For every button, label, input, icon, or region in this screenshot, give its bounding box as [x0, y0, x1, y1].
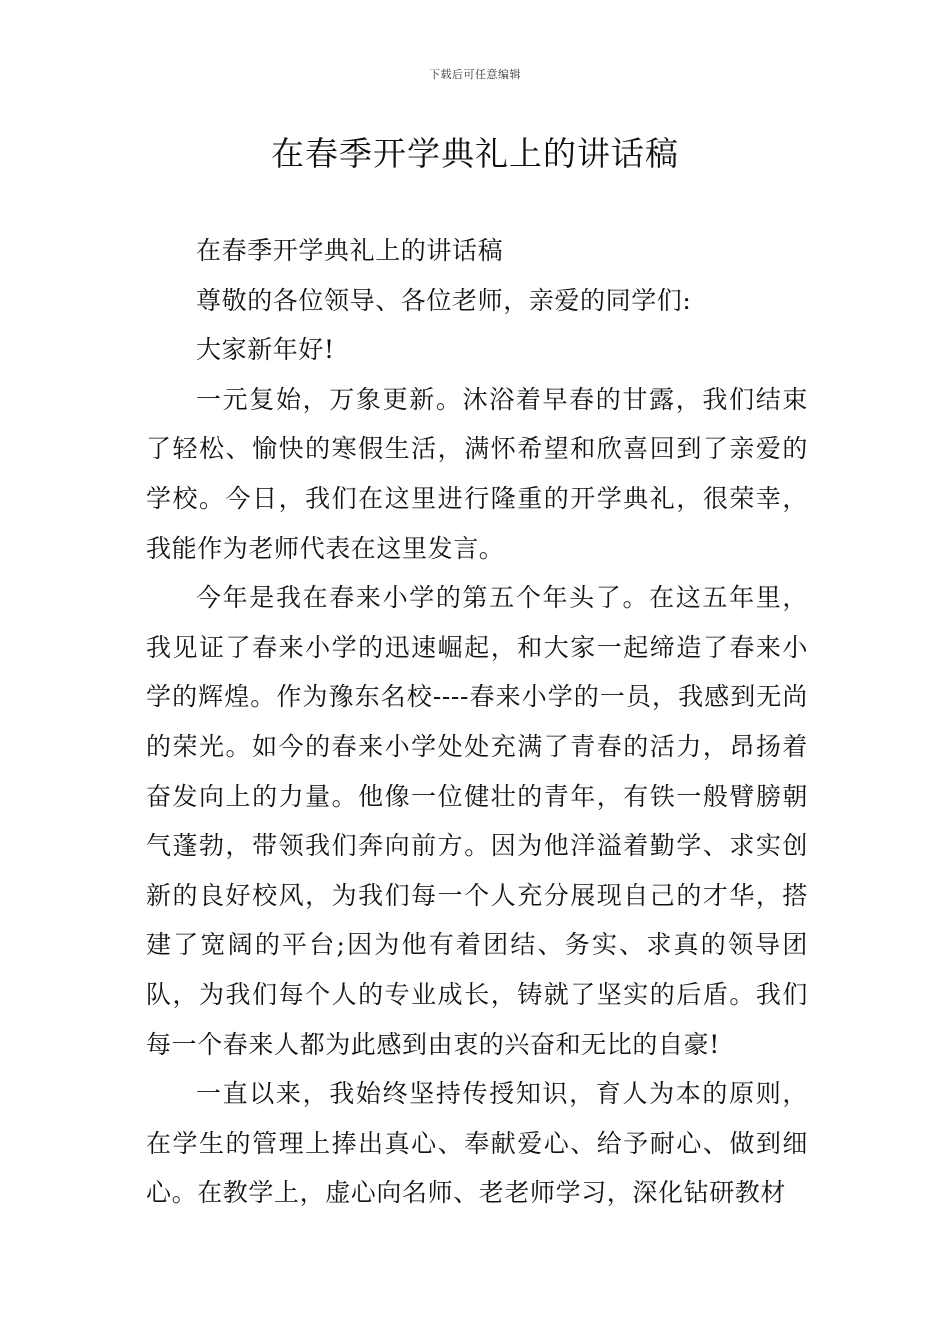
document-title: 在春季开学典礼上的讲话稿	[271, 134, 679, 173]
body-paragraph: 尊敬的各位领导、各位老师，亲爱的同学们:	[196, 285, 692, 315]
header-note: 下载后可任意编辑	[429, 68, 521, 81]
document-body	[146, 226, 808, 1218]
body-paragraph: 一直以来，我始终坚持传授知识，育人为本的原则，在学生的管理上捧出真心、奉献爱心、给予耐心、做到细心。在教学上，虚心向名师、老老师学习，深化钻研教材	[146, 1079, 808, 1208]
body-paragraph: 一元复始，万象更新。沐浴着早春的甘露，我们结束了轻松、愉快的寒假生活，满怀希望和欣喜回到了亲爱的学校。今日，我们在这里进行隆重的开学典礼，很荣幸，我能作为老师代表在这里发言。	[146, 384, 808, 563]
body-paragraph: 在春季开学典礼上的讲话稿	[196, 236, 504, 265]
body-paragraph: 今年是我在春来小学的第五个年头了。在这五年里，我见证了春来小学的迅速崛起，和大家一起缔造了春来小学的辉煌。作为豫东名校----春来小学的一员，我感到无尚的荣光。如今的春来小学处处充满了青春的活力，昂扬着奋发向上的力量。他像一位健壮的青年，有铁一般臂膀朝气蓬勃，带领我们奔向前方。因为他洋溢着勤学、求实创新的良好校风，为我们每一个人充分展现自己的才华，搭建了宽阔的平台;因为他有着团结、务实、求真的领导团队，为我们每个人的专业成长，铸就了坚实的后盾。我们每一个春来人都为此感到由衷的兴奋和无比的自豪!	[146, 583, 808, 1059]
body-paragraph: 大家新年好!	[196, 335, 335, 365]
